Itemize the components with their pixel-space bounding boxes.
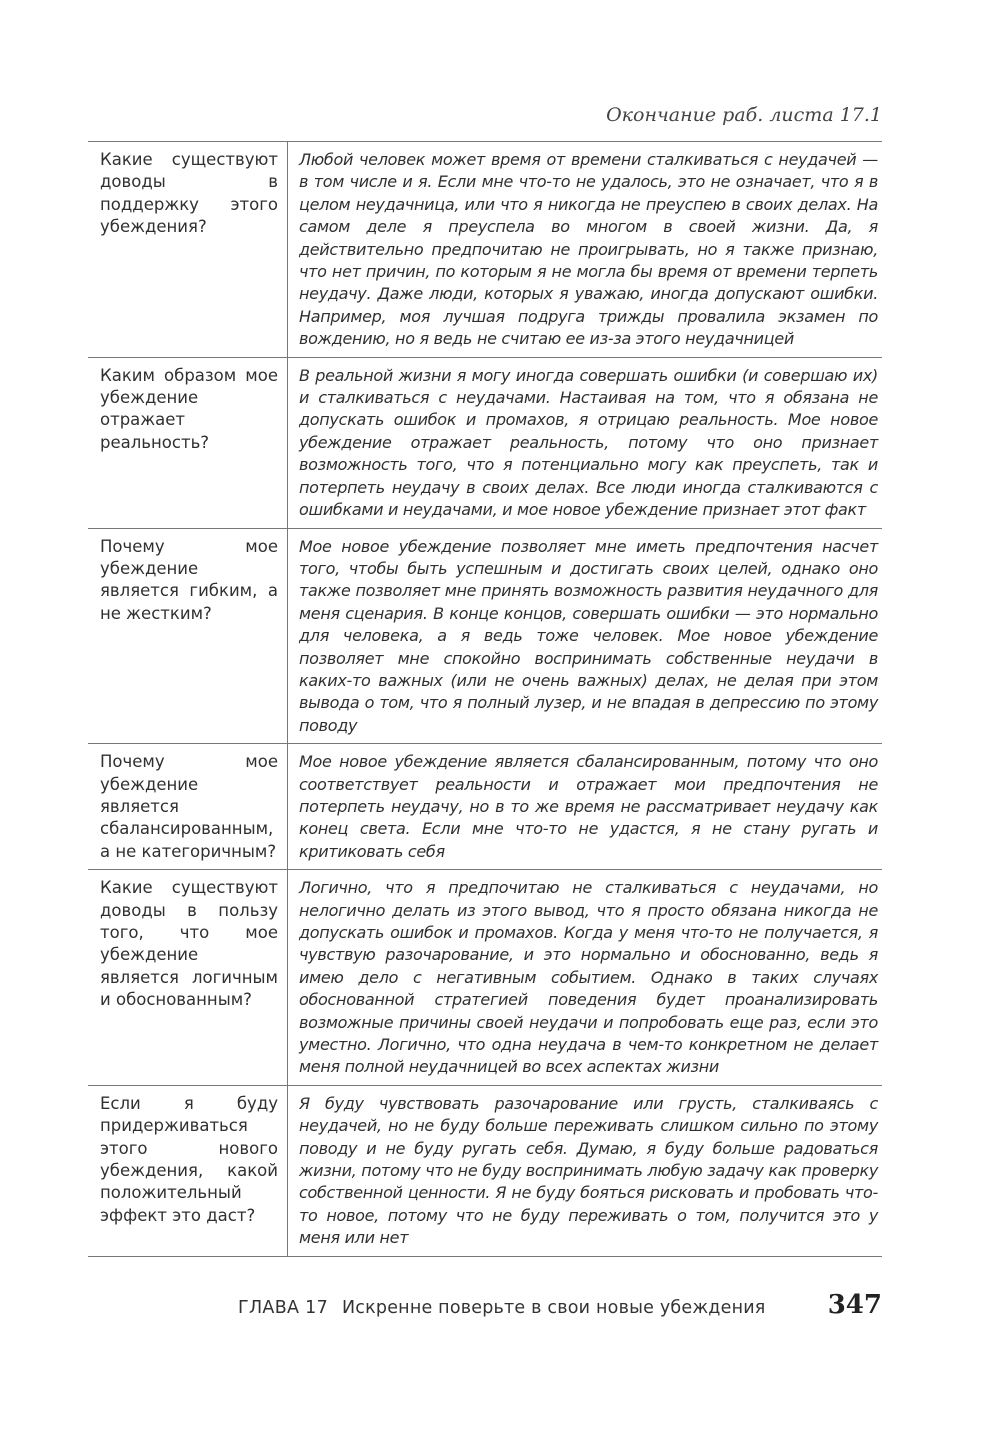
question-cell: Какие существуют доводы в поддержку этого убеждения?	[88, 142, 288, 358]
answer-cell: Мое новое убеждение является сбалансированным, потому что оно соответствует реальности и отражает мои предпочтения не потерпеть неудачу, но в то же время не рассматривает неудачу как конец света. Если мне что-то не удастся, я не стану ругать и критиковать себя	[288, 744, 883, 870]
question-cell: Каким образом мое убеждение отражает реальность?	[88, 357, 288, 528]
table-row	[88, 1085, 882, 1256]
answer-cell: Я буду чувствовать разочарование или грусть, сталкиваясь с неудачей, но не буду больше переживать слишком сильно по этому поводу и не буду ругать себя. Думаю, я буду больше радоваться жизни, потому что не буду воспринимать любую задачу как проверку собственной ценности. Я не буду бояться рисковать и пробовать что-то новое, потому что не буду переживать о том, получится это у меня или нет	[288, 1085, 883, 1256]
answer-cell: Мое новое убеждение позволяет мне иметь предпочтения насчет того, чтобы быть успешным и достигать своих целей, однако оно также позволяет мне принять возможность развития неудачного для меня сценария. В конце концов, совершать ошибки — это нормально для человека, а я ведь тоже человек. Мое новое убеждение позволяет мне спокойно воспринимать собственные неудачи в каких-то важных (или не очень важных) делах, не делая при этом вывода о том, что я полный лузер, и не впадая в депрессию по этому поводу	[288, 528, 883, 744]
answer-cell: Любой человек может время от времени сталкиваться с неудачей — в том числе и я. Если мне что-то не удалось, это не означает, что я в целом неудачница, или что я никогда не преуспею в своих делах. На самом деле я преуспела во многом в своей жизни. Да, я действительно предпочитаю не проигрывать, но я также признаю, что нет причин, по которым я не могла бы время от времени терпеть неудачу. Даже люди, которых я уважаю, иногда допускают ошибки. Например, моя лучшая подруга трижды провалила экзамен по вождению, но я ведь не считаю ее из-за этого неудачницей	[288, 142, 883, 358]
continuation-header: Окончание раб. листа 17.1	[606, 104, 882, 126]
chapter-label: ГЛАВА 17	[238, 1298, 329, 1318]
table-row	[88, 142, 882, 358]
table-row	[88, 528, 882, 744]
chapter-title: Искренне поверьте в свои новые убеждения	[342, 1298, 766, 1318]
table-row	[88, 357, 882, 528]
answer-cell: Логично, что я предпочитаю не сталкиваться с неудачами, но нелогично делать из этого вывод, что я просто обязана никогда не допускать ошибок и промахов. Когда у меня что-то не получается, я чувствую разочарование, и это нормально и обоснованно, ведь я имею дело с негативным событием. Однако в таких случаях обоснованной стратегией поведения будет проанализировать возможные причины своей неудачи и попробовать еще раз, если это уместно. Логично, что одна неудача в чем-то конкретном не делает меня полной неудачницей во всех аспектах жизни	[288, 870, 883, 1086]
table-row	[88, 870, 882, 1086]
worksheet-table	[88, 141, 882, 1257]
page-footer	[238, 1290, 882, 1320]
question-cell: Если я буду придерживаться этого нового убеждения, какой положительный эффект это даст?	[88, 1085, 288, 1256]
question-cell: Почему мое убеждение является гибким, а не жестким?	[88, 528, 288, 744]
page-number: 347	[827, 1290, 882, 1320]
question-cell: Почему мое убеждение является сбалансированным, а не категоричным?	[88, 744, 288, 870]
table-row	[88, 744, 882, 870]
answer-cell: В реальной жизни я могу иногда совершать ошибки (и совершаю их) и сталкиваться с неудачами. Настаивая на том, что я обязана не допускать ошибок и промахов, я отрицаю реальность. Мое новое убеждение отражает реальность, потому что оно признает возможность того, что я потенциально могу как преуспеть, так и потерпеть неудачу в своих делах. Все люди иногда сталкиваются с ошибками и неудачами, и мое новое убеждение признает этот факт	[288, 357, 883, 528]
question-cell: Какие существуют доводы в пользу того, что мое убеждение является логичным и обоснованным?	[88, 870, 288, 1086]
